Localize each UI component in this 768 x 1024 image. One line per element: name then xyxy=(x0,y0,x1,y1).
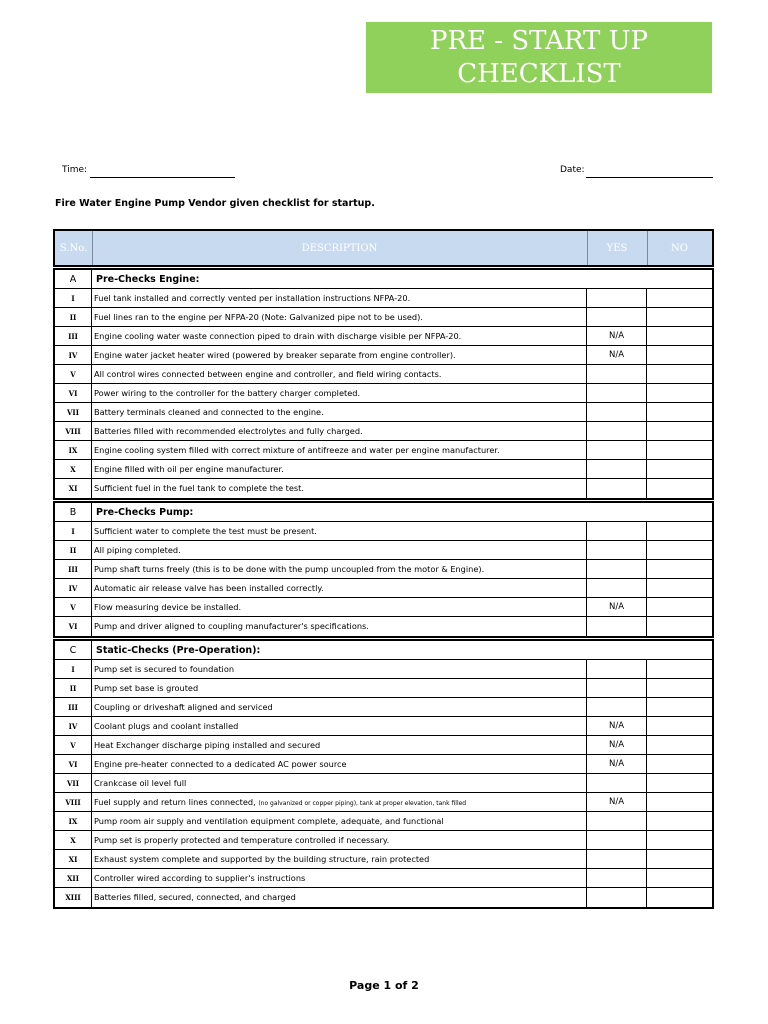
item-number: V xyxy=(55,598,92,616)
item-number: V xyxy=(55,736,92,754)
item-description xyxy=(92,579,587,597)
section-b xyxy=(53,501,714,638)
item-description xyxy=(92,793,587,811)
section-title: Static-Checks (Pre-Operation): xyxy=(96,645,261,656)
yes-checkbox-cell[interactable] xyxy=(587,422,647,440)
yes-checkbox-cell[interactable] xyxy=(587,831,647,849)
item-number: V xyxy=(55,365,92,383)
yes-checkbox-cell[interactable]: N/A xyxy=(587,346,647,364)
item-text: Fuel supply and return lines connected, xyxy=(94,797,256,807)
page-number: Page 1 of 2 xyxy=(349,979,419,992)
no-checkbox-cell[interactable] xyxy=(647,479,712,498)
section-header xyxy=(55,270,712,289)
title-line-2: CHECKLIST xyxy=(457,59,621,89)
item-number: VI xyxy=(55,384,92,402)
yes-checkbox-cell[interactable] xyxy=(587,522,647,540)
table-row xyxy=(55,850,712,869)
table-row xyxy=(55,327,712,346)
item-number: IV xyxy=(55,346,92,364)
item-number: VI xyxy=(55,617,92,636)
item-number: XI xyxy=(55,850,92,868)
table-row xyxy=(55,365,712,384)
item-description xyxy=(92,560,587,578)
section-title: Pre-Checks Engine: xyxy=(96,274,200,285)
item-description xyxy=(92,717,587,735)
no-checkbox-cell[interactable] xyxy=(647,774,712,792)
time-label: Time: xyxy=(62,165,88,175)
no-checkbox-cell[interactable] xyxy=(647,736,712,754)
header-description: DESCRIPTION xyxy=(301,242,378,254)
no-checkbox-cell[interactable] xyxy=(647,327,712,345)
table-row xyxy=(55,888,712,907)
item-text: Engine cooling system filled with correct mixture of antifreeze and water per engine manufacturer. xyxy=(94,445,500,455)
item-description xyxy=(92,679,587,697)
no-checkbox-cell[interactable] xyxy=(647,522,712,540)
no-checkbox-cell[interactable] xyxy=(647,579,712,597)
item-description xyxy=(92,308,587,326)
table-row xyxy=(55,441,712,460)
yes-checkbox-cell[interactable] xyxy=(587,774,647,792)
table-row xyxy=(55,541,712,560)
yes-checkbox-cell[interactable] xyxy=(587,698,647,716)
no-checkbox-cell[interactable] xyxy=(647,679,712,697)
item-description xyxy=(92,869,587,887)
item-text: Pump room air supply and ventilation equipment complete, adequate, and functional xyxy=(94,816,444,826)
table-row xyxy=(55,755,712,774)
item-text: Pump set base is grouted xyxy=(94,683,199,693)
item-number: IV xyxy=(55,579,92,597)
item-text: Sufficient water to complete the test must be present. xyxy=(94,526,317,536)
yes-checkbox-cell[interactable] xyxy=(587,289,647,307)
no-checkbox-cell[interactable] xyxy=(647,560,712,578)
item-description xyxy=(92,850,587,868)
no-checkbox-cell[interactable] xyxy=(647,384,712,402)
yes-checkbox-cell[interactable]: N/A xyxy=(587,327,647,345)
item-note: (no galvanized or copper piping), tank at proper elevation, tank filled xyxy=(258,800,467,807)
yes-checkbox-cell[interactable]: N/A xyxy=(587,755,647,773)
no-checkbox-cell[interactable] xyxy=(647,346,712,364)
no-checkbox-cell[interactable] xyxy=(647,812,712,830)
yes-checkbox-cell[interactable] xyxy=(587,560,647,578)
item-description xyxy=(92,812,587,830)
item-description xyxy=(92,541,587,559)
yes-checkbox-cell[interactable] xyxy=(587,888,647,907)
yes-checkbox-cell[interactable] xyxy=(587,812,647,830)
item-text: Engine pre-heater connected to a dedicated AC power source xyxy=(94,759,347,769)
date-label: Date: xyxy=(560,165,585,175)
item-number: I xyxy=(55,289,92,307)
item-number: III xyxy=(55,560,92,578)
item-text: Automatic air release valve has been installed correctly. xyxy=(94,583,324,593)
table-row xyxy=(55,660,712,679)
item-description xyxy=(92,617,587,636)
table-row xyxy=(55,308,712,327)
section-letter: B xyxy=(55,503,92,521)
yes-checkbox-cell[interactable] xyxy=(587,479,647,498)
item-text: All piping completed. xyxy=(94,545,181,555)
yes-checkbox-cell[interactable]: N/A xyxy=(587,736,647,754)
no-checkbox-cell[interactable] xyxy=(647,617,712,636)
no-checkbox-cell[interactable] xyxy=(647,755,712,773)
no-checkbox-cell[interactable] xyxy=(647,831,712,849)
yes-checkbox-cell[interactable]: N/A xyxy=(587,717,647,735)
table-row xyxy=(55,384,712,403)
table-row xyxy=(55,403,712,422)
checklist-subheading: Fire Water Engine Pump Vendor given checklist for startup. xyxy=(55,198,375,209)
item-number: VIII xyxy=(55,422,92,440)
title-line-1: PRE - START UP xyxy=(429,26,648,56)
item-description xyxy=(92,327,587,345)
section-letter: A xyxy=(55,270,92,288)
item-number: XI xyxy=(55,479,92,498)
item-text: Batteries filled with recommended electrolytes and fully charged. xyxy=(94,426,363,436)
table-row xyxy=(55,736,712,755)
item-number: VIII xyxy=(55,793,92,811)
table-row xyxy=(55,679,712,698)
item-text: All control wires connected between engine and controller, and field wiring contacts. xyxy=(94,369,442,379)
yes-checkbox-cell[interactable] xyxy=(587,541,647,559)
item-text: Fuel tank installed and correctly vented per installation instructions NFPA-20. xyxy=(94,293,411,303)
item-number: X xyxy=(55,460,92,478)
table-row xyxy=(55,793,712,812)
no-checkbox-cell[interactable] xyxy=(647,850,712,868)
item-description xyxy=(92,831,587,849)
item-description xyxy=(92,346,587,364)
item-description xyxy=(92,888,587,907)
yes-checkbox-cell[interactable] xyxy=(587,579,647,597)
item-text: Pump set is properly protected and temperature controlled if necessary. xyxy=(94,835,390,845)
table-row xyxy=(55,698,712,717)
table-row xyxy=(55,774,712,793)
item-text: Heat Exchanger discharge piping installed and secured xyxy=(94,740,321,750)
item-number: XIII xyxy=(55,888,92,907)
item-text: Coupling or driveshaft aligned and serviced xyxy=(94,702,273,712)
item-number: XII xyxy=(55,869,92,887)
no-checkbox-cell[interactable] xyxy=(647,869,712,887)
item-description xyxy=(92,460,587,478)
section-header xyxy=(55,641,712,660)
no-checkbox-cell[interactable] xyxy=(647,660,712,678)
yes-checkbox-cell[interactable]: N/A xyxy=(587,598,647,616)
yes-checkbox-cell[interactable] xyxy=(587,403,647,421)
time-input-line[interactable] xyxy=(90,177,235,178)
item-description xyxy=(92,660,587,678)
yes-checkbox-cell[interactable] xyxy=(587,679,647,697)
item-number: VII xyxy=(55,403,92,421)
table-row xyxy=(55,617,712,636)
item-description xyxy=(92,755,587,773)
item-text: Pump shaft turns freely (this is to be done with the pump uncoupled from the motor & Engine). xyxy=(94,564,485,574)
item-text: Batteries filled, secured, connected, and charged xyxy=(94,892,296,902)
item-number: IV xyxy=(55,717,92,735)
yes-checkbox-cell[interactable] xyxy=(587,617,647,636)
item-number: X xyxy=(55,831,92,849)
table-row xyxy=(55,522,712,541)
item-text: Flow measuring device be installed. xyxy=(94,602,242,612)
item-text: Sufficient fuel in the fuel tank to complete the test. xyxy=(94,483,304,493)
item-description xyxy=(92,698,587,716)
no-checkbox-cell[interactable] xyxy=(647,365,712,383)
item-number: VI xyxy=(55,755,92,773)
table-row xyxy=(55,479,712,498)
table-row xyxy=(55,460,712,479)
header-no: NO xyxy=(671,242,688,254)
date-input-line[interactable] xyxy=(586,177,713,178)
section-c xyxy=(53,639,714,909)
item-number: IX xyxy=(55,441,92,459)
table-row xyxy=(55,422,712,441)
item-number: II xyxy=(55,679,92,697)
item-text: Crankcase oil level full xyxy=(94,778,187,788)
item-description xyxy=(92,479,587,498)
item-description xyxy=(92,774,587,792)
header-yes: YES xyxy=(606,242,628,254)
table-row xyxy=(55,869,712,888)
item-description xyxy=(92,365,587,383)
no-checkbox-cell[interactable] xyxy=(647,541,712,559)
item-text: Exhaust system complete and supported by the building structure, rain protected xyxy=(94,854,430,864)
item-text: Battery terminals cleaned and connected to the engine. xyxy=(94,407,324,417)
item-number: I xyxy=(55,660,92,678)
yes-checkbox-cell[interactable] xyxy=(587,660,647,678)
yes-checkbox-cell[interactable] xyxy=(587,460,647,478)
item-number: IX xyxy=(55,812,92,830)
no-checkbox-cell[interactable] xyxy=(647,289,712,307)
no-checkbox-cell[interactable] xyxy=(647,598,712,616)
no-checkbox-cell[interactable] xyxy=(647,793,712,811)
item-text: Power wiring to the controller for the battery charger completed. xyxy=(94,388,361,398)
table-row xyxy=(55,579,712,598)
no-checkbox-cell[interactable] xyxy=(647,441,712,459)
item-description xyxy=(92,598,587,616)
yes-checkbox-cell[interactable]: N/A xyxy=(587,793,647,811)
table-row xyxy=(55,346,712,365)
item-description xyxy=(92,422,587,440)
item-number: I xyxy=(55,522,92,540)
checklist-title xyxy=(366,22,712,93)
item-description xyxy=(92,384,587,402)
item-text: Coolant plugs and coolant installed xyxy=(94,721,239,731)
item-description xyxy=(92,403,587,421)
yes-checkbox-cell[interactable] xyxy=(587,308,647,326)
item-text: Pump set is secured to foundation xyxy=(94,664,235,674)
item-text: Engine filled with oil per engine manufacturer. xyxy=(94,464,284,474)
item-description xyxy=(92,289,587,307)
item-number: VII xyxy=(55,774,92,792)
table-row xyxy=(55,717,712,736)
table-header xyxy=(53,229,714,267)
item-number: III xyxy=(55,698,92,716)
table-row xyxy=(55,560,712,579)
yes-checkbox-cell[interactable] xyxy=(587,365,647,383)
no-checkbox-cell[interactable] xyxy=(647,308,712,326)
no-checkbox-cell[interactable] xyxy=(647,403,712,421)
item-text: Engine cooling water waste connection piped to drain with discharge visible per NFPA-20. xyxy=(94,331,462,341)
yes-checkbox-cell[interactable] xyxy=(587,869,647,887)
no-checkbox-cell[interactable] xyxy=(647,460,712,478)
item-text: Controller wired according to supplier's instructions xyxy=(94,873,306,883)
yes-checkbox-cell[interactable] xyxy=(587,441,647,459)
section-header xyxy=(55,503,712,522)
header-sno: S.No. xyxy=(59,242,88,254)
item-description xyxy=(92,736,587,754)
section-letter: C xyxy=(55,641,92,659)
item-description xyxy=(92,441,587,459)
section-title: Pre-Checks Pump: xyxy=(96,507,194,518)
item-text: Fuel lines ran to the engine per NFPA-20 (Note: Galvanized pipe not to be used). xyxy=(94,312,423,322)
table-row xyxy=(55,598,712,617)
table-row xyxy=(55,812,712,831)
yes-checkbox-cell[interactable] xyxy=(587,384,647,402)
no-checkbox-cell[interactable] xyxy=(647,888,712,907)
item-number: III xyxy=(55,327,92,345)
yes-checkbox-cell[interactable] xyxy=(587,850,647,868)
item-number: II xyxy=(55,541,92,559)
table-row xyxy=(55,289,712,308)
no-checkbox-cell[interactable] xyxy=(647,698,712,716)
item-number: II xyxy=(55,308,92,326)
item-text: Engine water jacket heater wired (powered by breaker separate from engine controller). xyxy=(94,350,456,360)
no-checkbox-cell[interactable] xyxy=(647,422,712,440)
no-checkbox-cell[interactable] xyxy=(647,717,712,735)
item-description xyxy=(92,522,587,540)
table-row xyxy=(55,831,712,850)
section-a xyxy=(53,268,714,500)
item-text: Pump and driver aligned to coupling manufacturer's specifications. xyxy=(94,621,369,631)
